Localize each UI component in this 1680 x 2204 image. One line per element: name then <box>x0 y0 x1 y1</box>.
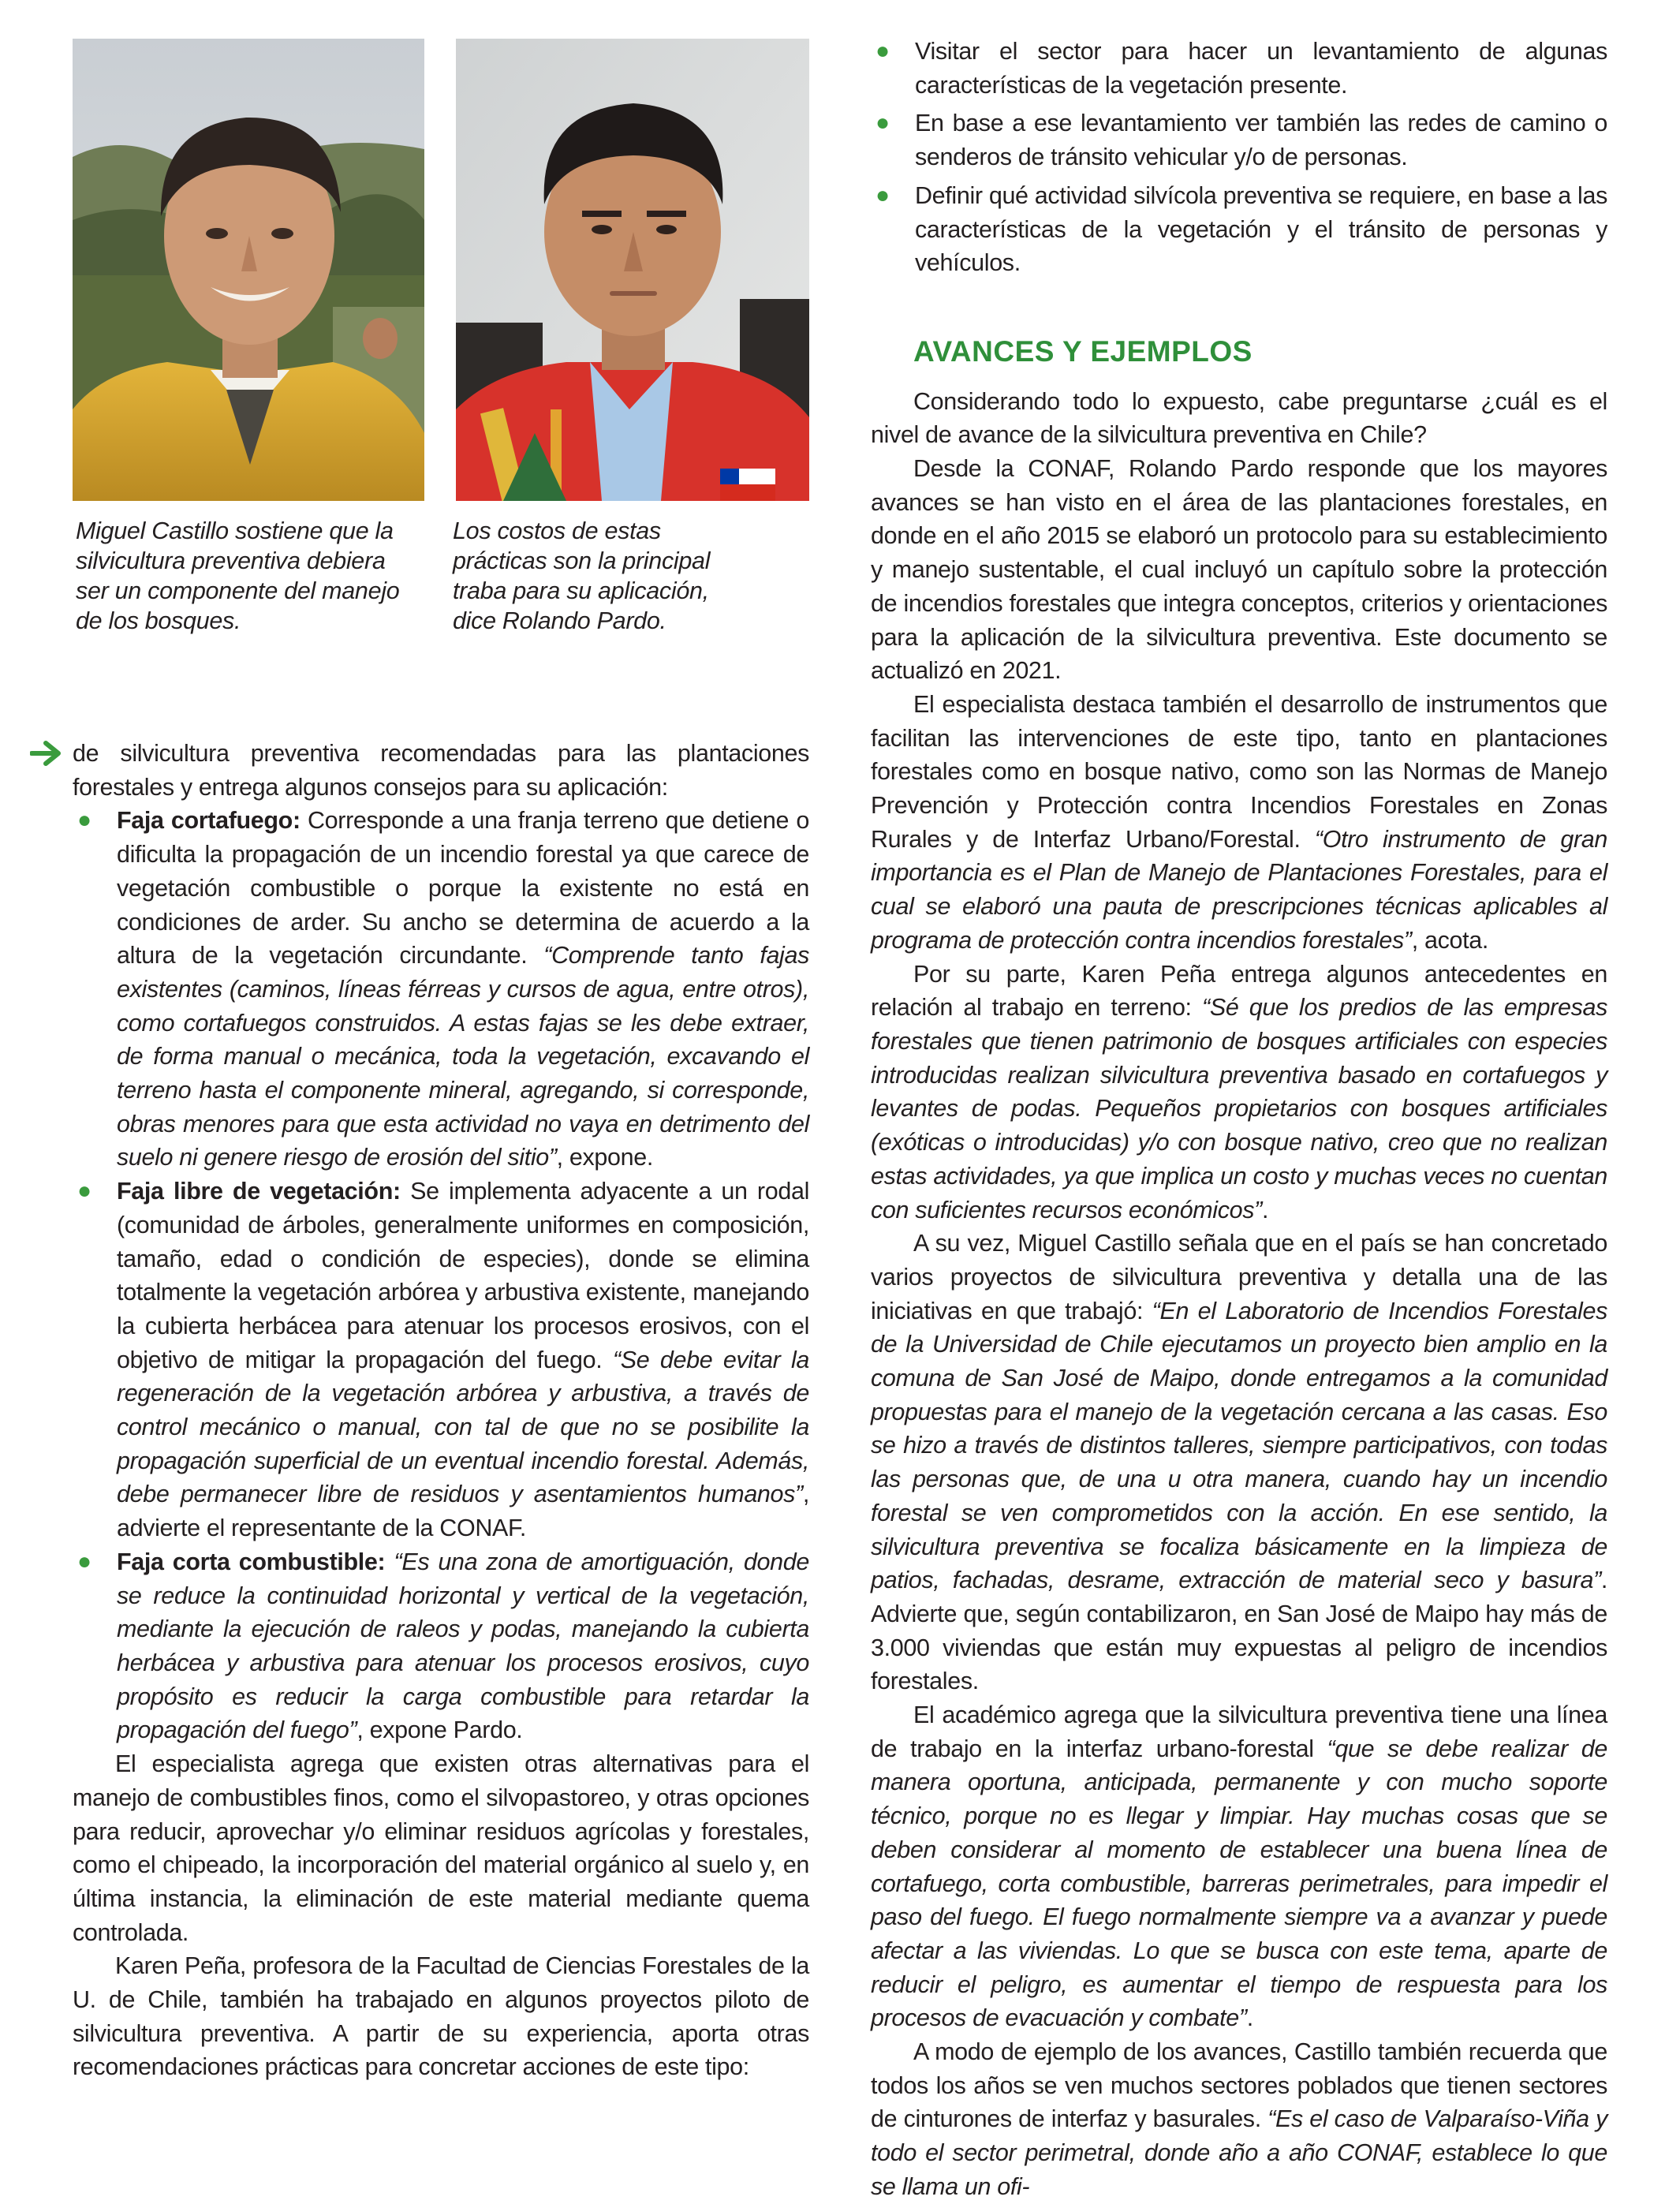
bullet-dot-icon: ● <box>77 1548 91 1575</box>
paragraph-tail: . Advierte que, según contabilizaron, en San José de Maipo hay más de 3.000 viviendas que están muy expuestas al peligro de incendios forestales. <box>871 1567 1607 1695</box>
paragraph-tail: , acota. <box>1411 926 1488 954</box>
bullet-faja-cortafuego <box>73 804 809 1175</box>
photo-caption-castillo <box>76 516 407 636</box>
bullet-quote: “Se debe evitar la regeneración de la vegetación arbórea y arbustiva, a través de control mecánico o manual, con tal de que no se posibilite la propagación superficial de un eventual incendio forestal. Además, debe permanecer libre de residuos y asentamientos humanos” <box>117 1346 809 1508</box>
paragraph-interfaz <box>871 1698 1607 2035</box>
bullet-visitar-sector <box>871 35 1607 102</box>
paragraph-quote: “Sé que los predios de las empresas forestales que tienen patrimonio de bosques artificiales con especies introducidas realizan silvicultura preventiva basado en cortafuegos y levantes de podas. Pequeños propietarios con bosques artificiales (exóticas o introducidas) y/o con bosque nativo, creo que no realizan estas actividades, ya que implica un costo y muchas veces no cuentan con suficientes recursos económicos” <box>871 994 1608 1223</box>
bullet-term: Faja libre de vegetación: <box>117 1178 401 1205</box>
paragraph-instrumentos <box>871 688 1607 958</box>
bullet-tail: , advierte el representante de la CONAF. <box>117 1481 809 1542</box>
left-bullet-list <box>73 804 809 1747</box>
bullet-faja-corta-combustible <box>73 1545 809 1747</box>
caption-line: Los costos de estas <box>453 517 661 544</box>
bullet-tail: , expone Pardo. <box>357 1717 523 1744</box>
bullet-text: Visitar el sector para hacer un levantamiento de algunas características de la vegetación presente. <box>915 38 1607 99</box>
bullet-term: Faja cortafuego: <box>117 807 301 835</box>
paragraph-text: El especialista destaca también el desarrollo de instrumentos que facilitan las intervenciones de este tipo, tanto en plantaciones forestales como en bosque nativo, como son las Normas de Manejo Prevención y Protección contra Incendios Forestales en Zonas Rurales y de Interfaz Urbano/Forestal. <box>871 690 1607 853</box>
bullet-quote: “Es una zona de amortiguación, donde se reduce la continuidad horizontal y vertical de la vegetación, mediante la ejecución de raleos y podas, manejando la cubierta herbácea y arbustiva para atenuar los procesos erosivos, cuyo propósito es reducir la carga combustible para retardar la propagación del fuego” <box>117 1548 809 1744</box>
paragraph-text: El académico agrega que la silvicultura preventiva tiene una línea de trabajo en la interfaz urbano-forestal <box>871 1702 1607 1762</box>
paragraph-castillo-proyectos <box>871 1227 1607 1698</box>
left-intro-paragraph: de silvicultura preventiva recomendadas para las plantaciones forestales y entrega algunos consejos para su aplicación: <box>73 740 809 801</box>
paragraph-karen-terreno <box>871 958 1607 1227</box>
bullet-dot-icon: ● <box>875 110 890 136</box>
caption-line: silvicultura preventiva debiera <box>76 547 386 574</box>
bullet-tail: , expone. <box>556 1144 654 1171</box>
right-bullet-list <box>871 35 1607 280</box>
bullet-text: Se implementa adyacente a un rodal (comunidad de árboles, generalmente uniformes en composición, tamaño, edad o condición de especies), donde se elimina totalmente la vegetación arbórea y arbustiva existente, manejando la cubierta herbácea para atenuar los procesos erosivos, con el objetivo de mitigar la propagación del fuego. <box>117 1178 809 1373</box>
paragraph-nivel-avance: Considerando todo lo expuesto, cabe preguntarse ¿cuál es el nivel de avance de la silvicultura preventiva en Chile? <box>871 387 1607 449</box>
bullet-text <box>385 1548 394 1575</box>
paragraph-tail: . <box>1246 2004 1253 2032</box>
caption-line: traba para su aplicación, <box>453 577 709 604</box>
bullet-dot-icon: ● <box>77 807 91 834</box>
paragraph-quote: “Es el caso de Valparaíso-Viña y todo el sector perimetral, donde año a año CONAF, establece lo que se llama un ofi- <box>871 2105 1607 2200</box>
paragraph-tail: . <box>1261 1196 1269 1223</box>
paragraph-quote: “En el Laboratorio de Incendios Forestales de la Universidad de Chile ejecutamos un proyecto bien amplio en la comuna de San José de Maipo, donde entregamos a la comunidad propuestas para el manejo de la vegetación cercana a las casas. Eso se hizo a través de distintos talleres, siempre participativos, con todas las personas que, de una u otra manera, cuando hay un incendio forestal se ven comprometidos con la acción. En ese sentido, la silvicultura preventiva se focaliza básicamente en la limpieza de patios, fachadas, desrame, extracción de material seco y basura” <box>871 1297 1607 1594</box>
caption-line: dice Rolando Pardo. <box>453 607 666 634</box>
paragraph-text: A su vez, Miguel Castillo señala que en el país se han concretado varios proyectos de silvicultura preventiva y detalla una de las iniciativas en que trabajó: <box>871 1230 1607 1324</box>
paragraph-text: A modo de ejemplo de los avances, Castillo también recuerda que todos los años se ven muchos sectores poblados que tienen sectores de cinturones de interfaz y basurales. <box>871 2038 1607 2133</box>
photo-caption-pardo <box>453 516 784 636</box>
continuation-arrow-icon <box>30 740 63 767</box>
left-paragraph-karen-pena: Karen Peña, profesora de la Facultad de Ciencias Forestales de la U. de Chile, también ha trabajado en algunos proyectos piloto de silvicultura preventiva. A partir de su experiencia, aporta otras recomendaciones prácticas para concretar acciones de este tipo: <box>73 1952 809 2081</box>
section-heading: AVANCES Y EJEMPLOS <box>913 334 1253 368</box>
caption-line: de los bosques. <box>76 607 241 634</box>
bullet-quote: “Comprende tanto fajas existentes (caminos, líneas férreas y cursos de agua, entre otros), como cortafuegos construidos. A estas fajas se les debe extraer, de forma manual o mecánica, toda la vegetación, excavando el terreno hasta el componente mineral, agregando, si corresponde, obras menores para que esta actividad no vaya en detrimento del suelo ni genere riesgo de erosión del sitio” <box>117 942 809 1171</box>
bullet-text: Corresponde a una franja terreno que detiene o dificulta la propagación de un incendio forestal ya que carece de vegetación combustible o porque la existente no está en condiciones de arder. Su ancho se determina de acuerdo a la altura de la vegetación circundante. <box>117 807 809 969</box>
paragraph-text: Por su parte, Karen Peña entrega algunos antecedentes en relación al trabajo en terreno: <box>871 960 1607 1022</box>
left-column <box>73 737 809 2084</box>
paragraph-quote: “que se debe realizar de manera oportuna, anticipada, permanente y con mucho soporte técnico, porque no es llegar y limpiar. Hay muchas cosas que se deben considerar al momento de establecer una buena línea de cortafuego, corta combustible, barreras perimetrales, para impedir el paso del fuego. El fuego normalmente siempre va a avanzar y puede afectar a las viviendas. Lo que se busca con este tema, aparte de reducir el peligro, es aumentar el tiempo de respuesta para los procesos de evacuación y combate” <box>871 1735 1607 2032</box>
caption-line: ser un componente del manejo <box>76 577 400 604</box>
paragraph-ejemplo-avances <box>871 2035 1607 2204</box>
photo-rolando-pardo <box>456 39 809 501</box>
bullet-dot-icon: ● <box>77 1178 91 1205</box>
portrait-castillo-image <box>73 39 424 501</box>
caption-line: prácticas son la principal <box>453 547 711 574</box>
bullet-dot-icon: ● <box>875 181 890 208</box>
paragraph-conaf-pardo: Desde la CONAF, Rolando Pardo responde que los mayores avances se han visto en el área de las plantaciones forestales, en donde en el año 2015 se elaboró un protocolo para su establecimiento y manejo sustentable, el cual incluyó un capítulo sobre la protección de incendios forestales que integra conceptos, criterios y orientaciones para la aplicación de la silvicultura preventiva. Este documento se actualizó en 2021. <box>871 455 1607 685</box>
right-column <box>871 35 1607 2204</box>
left-paragraph-alternativas: El especialista agrega que existen otras alternativas para el manejo de combustibles finos, como el silvopastoreo, y otras opciones para reducir, aprovechar y/o eliminar residuos agrícolas y forestales, como el chipeado, la incorporación del material orgánico al suelo y, en última instancia, la eliminación de este material mediante quema controlada. <box>73 1750 809 1946</box>
photo-miguel-castillo <box>73 39 424 501</box>
bullet-dot-icon: ● <box>875 38 890 64</box>
bullet-term: Faja corta combustible: <box>117 1548 386 1575</box>
bullet-text: Definir qué actividad silvícola preventiva se requiere, en base a las características de la vegetación y el tránsito de personas y vehículos. <box>915 181 1607 277</box>
paragraph-quote: “Otro instrumento de gran importancia es el Plan de Manejo de Plantaciones Forestales, para el cual se elaboró una pauta de prescripciones técnicas aplicables al programa de protección contra incendios forestales” <box>871 825 1607 954</box>
bullet-faja-libre-vegetacion <box>73 1175 809 1545</box>
bullet-text: En base a ese levantamiento ver también las redes de camino o senderos de tránsito vehicular y/o de personas. <box>915 110 1607 171</box>
bullet-levantamiento <box>871 106 1607 174</box>
portrait-pardo-image <box>456 39 809 501</box>
caption-line: Miguel Castillo sostiene que la <box>76 517 394 544</box>
bullet-actividad-silvicola <box>871 179 1607 280</box>
